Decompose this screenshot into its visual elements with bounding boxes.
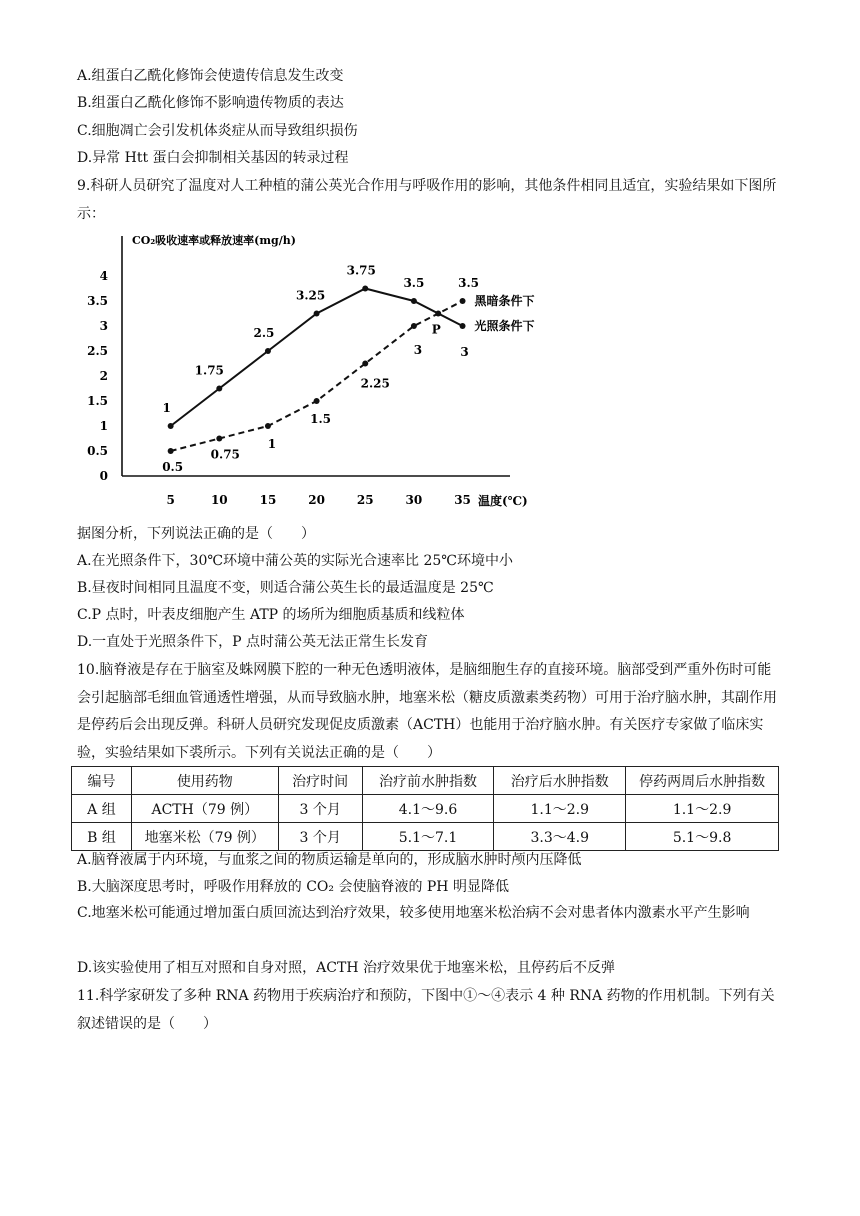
data-point	[265, 348, 271, 354]
q8-option-a: A.组蛋白乙酰化修饰会使遗传信息发生改变	[77, 68, 344, 84]
data-label: 3.25	[295, 288, 326, 303]
y-tick-label: 4	[99, 269, 108, 283]
q8-option-c: C.细胞凋亡会引发机体炎症从而导致组织损伤	[77, 123, 358, 139]
data-point	[265, 423, 271, 429]
table-cell: 1.1～2.9	[626, 795, 779, 823]
data-label: 1	[267, 437, 277, 451]
q10-stem: 10.脑脊液是存在于脑室及蛛网膜下腔的一种无色透明液体，是脑细胞生存的直接环境。脑部受到严重外伤时可能会引起脑部毛细血管通透性增强，从而导致脑水肿，地塞米松（糖皮质激素类药物）可用于治疗脑水肿，其副作用是停药后会出现反弹。科研人员研究发现促皮质激素（ACTH）也能用于治疗脑水肿。有关医疗专家做了临床实验，实验结果如下裘所示。下列有关说法正确的是（ ）	[77, 662, 777, 761]
q10-table	[71, 766, 779, 851]
series-legend-label: 黑暗条件下	[474, 294, 535, 308]
data-label: 2.5	[253, 326, 275, 340]
q9-prompt: 据图分析，下列说法正确的是（ ）	[77, 526, 315, 542]
y-tick-label: 0.5	[87, 444, 108, 458]
intersection-label: P	[431, 322, 441, 337]
table-header: 治疗前水肿指数	[362, 767, 494, 795]
table-header-row	[72, 767, 779, 795]
data-label: 0.5	[162, 460, 184, 474]
y-tick-label: 2	[99, 369, 108, 383]
data-label: 2.25	[360, 376, 390, 391]
q9-option-d: D.一直处于光照条件下，P 点时蒲公英无法正常生长发育	[77, 634, 429, 650]
q8-option-d: D.异常 Htt 蛋白会抑制相关基因的转录过程	[77, 150, 349, 166]
data-label: 3.5	[458, 276, 479, 290]
data-label: 3.5	[403, 276, 425, 290]
q11-stem: 11.科学家研发了多种 RNA 药物用于疾病治疗和预防，下图中①～④表示 4 种 RNA 药物的作用机制。下列有关叙述错误的是（ ）	[77, 988, 775, 1032]
data-point	[216, 436, 222, 442]
q9-option-a: A.在光照条件下，30℃环境中蒲公英的实际光合速率比 25℃环境中小	[77, 553, 513, 569]
table-row	[72, 823, 779, 851]
data-label: 1.5	[310, 412, 332, 426]
data-point	[362, 286, 368, 292]
q9-option-c: C.P 点时，叶表皮细胞产生 ATP 的场所为细胞质基质和线粒体	[77, 607, 465, 623]
data-point	[314, 398, 320, 404]
q10-option-a: A.脑脊液属于内环境，与血浆之间的物质运输是单向的，形成脑水肿时颅内压降低	[77, 852, 582, 868]
data-point	[460, 298, 466, 304]
x-tick-label: 30	[405, 493, 423, 507]
data-point	[168, 448, 174, 454]
data-label: 0.75	[210, 447, 240, 462]
table-cell: A 组	[72, 795, 132, 823]
x-tick-label: 20	[308, 493, 325, 507]
table-cell: ACTH（79 例）	[131, 795, 278, 823]
table-row	[72, 795, 779, 823]
x-tick-label: 35	[454, 493, 471, 507]
table-cell: 4.1～9.6	[362, 795, 494, 823]
data-label: 1.75	[194, 363, 224, 378]
table-cell: 3 个月	[278, 823, 362, 851]
q9-chart	[80, 228, 540, 518]
x-tick-label: 15	[259, 493, 277, 507]
data-point	[216, 386, 222, 392]
data-point	[314, 311, 320, 317]
x-tick-label: 5	[166, 493, 175, 507]
table-cell: 3.3～4.9	[494, 823, 626, 851]
table-cell: 1.1～2.9	[494, 795, 626, 823]
x-axis-label: 温度(℃)	[478, 494, 528, 508]
y-tick-label: 2.5	[87, 344, 108, 358]
data-point	[362, 361, 368, 367]
y-tick-label: 0	[99, 469, 108, 483]
q10-option-b: B.大脑深度思考时，呼吸作用释放的 CO₂ 会使脑脊液的 PH 明显降低	[77, 879, 509, 895]
table-cell: 地塞米松（79 例）	[131, 823, 278, 851]
data-label: 1	[162, 401, 171, 415]
y-axis-label: CO₂吸收速率或释放速率(mg/h)	[132, 234, 296, 247]
table-header: 使用药物	[131, 767, 278, 795]
data-point	[411, 298, 417, 304]
data-point	[168, 423, 174, 429]
table-cell: 5.1～7.1	[362, 823, 494, 851]
table-header: 治疗后水肿指数	[494, 767, 626, 795]
data-label: 3	[460, 345, 469, 359]
table-header: 停药两周后水肿指数	[626, 767, 779, 795]
x-tick-label: 25	[356, 493, 374, 507]
y-tick-label: 1	[99, 419, 108, 433]
q8-option-b: B.组蛋白乙酰化修饰不影响遗传物质的表达	[77, 95, 344, 111]
y-tick-label: 3.5	[87, 294, 108, 308]
light-series-line	[171, 289, 463, 427]
table-cell: 3 个月	[278, 795, 362, 823]
table-header: 治疗时间	[278, 767, 362, 795]
series-legend-label: 光照条件下	[474, 319, 535, 333]
data-label: 3	[413, 343, 423, 357]
table-cell: B 组	[72, 823, 132, 851]
table-cell: 5.1～9.8	[626, 823, 779, 851]
data-label: 3.75	[346, 263, 376, 278]
q9-stem: 9.科研人员研究了温度对人工种植的蒲公英光合作用与呼吸作用的影响，其他条件相同且适宜，实验结果如下图所示：	[77, 178, 777, 222]
q10-option-d: D.该实验使用了相互对照和自身对照，ACTH 治疗效果优于地塞米松，且停药后不反弹	[77, 960, 615, 976]
intersection-point	[435, 311, 441, 317]
y-tick-label: 3	[99, 319, 108, 333]
q10-option-c: C.地塞米松可能通过增加蛋白质回流达到治疗效果，较多使用地塞米松治病不会对患者体内激素水平产生影响	[77, 905, 750, 921]
table-header: 编号	[72, 767, 132, 795]
data-point	[460, 323, 466, 329]
data-point	[411, 323, 417, 329]
q9-option-b: B.昼夜时间相同且温度不变，则适合蒲公英生长的最适温度是 25℃	[77, 580, 494, 596]
y-tick-label: 1.5	[87, 394, 108, 408]
x-tick-label: 10	[210, 493, 228, 507]
